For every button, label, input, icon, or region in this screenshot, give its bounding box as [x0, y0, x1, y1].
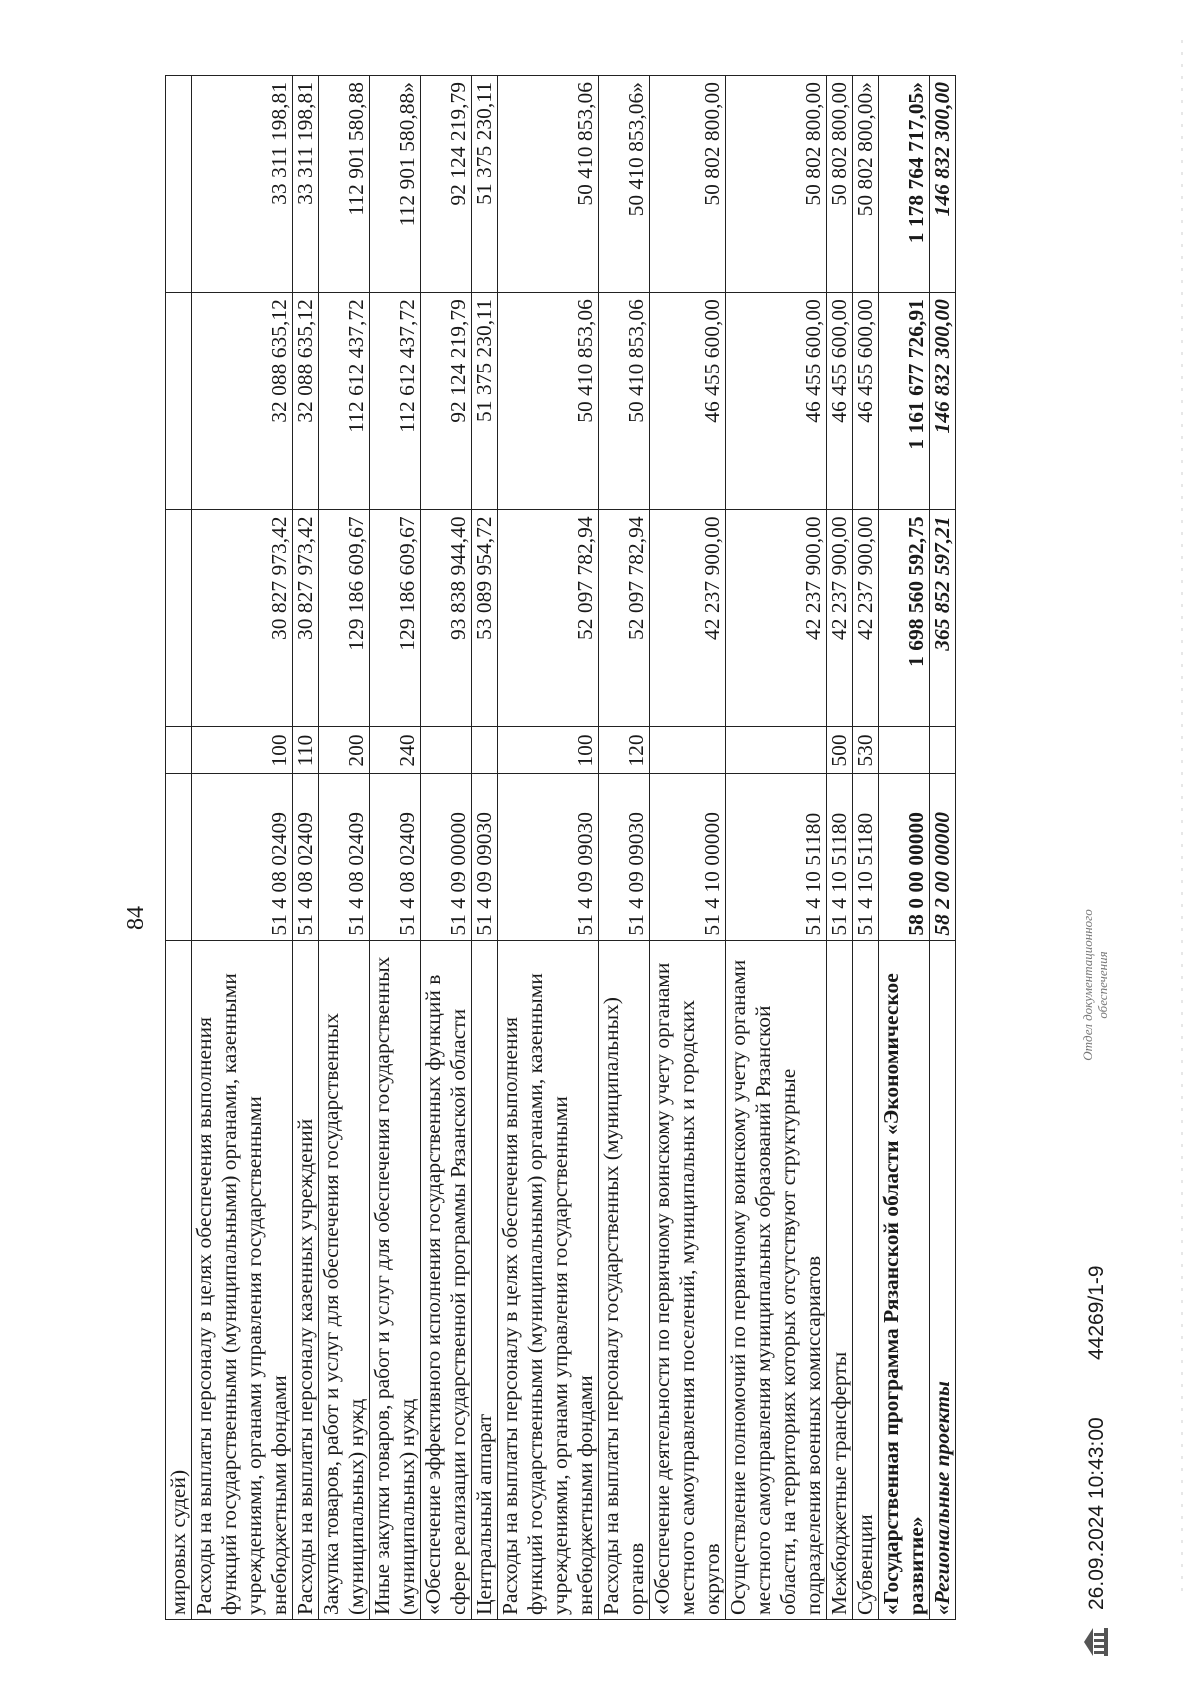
row-amount-year3	[166, 76, 192, 293]
row-expense-type	[879, 727, 930, 774]
row-amount-year2: 50 410 853,06	[498, 293, 599, 510]
row-amount-year2: 112 612 437,72	[370, 293, 421, 510]
row-expense-type	[421, 727, 472, 774]
row-amount-year3: 1 178 764 717,05»	[879, 76, 930, 293]
budget-table-container	[165, 75, 956, 1620]
row-target-code: 51 4 10 51180	[827, 774, 853, 940]
row-amount-year3: 33 311 198,81	[293, 76, 319, 293]
table-row	[853, 76, 879, 1620]
row-amount-year1: 30 827 973,42	[293, 510, 319, 727]
department-stamp	[1080, 870, 1110, 1100]
row-amount-year1: 52 097 782,94	[599, 510, 650, 727]
row-description: Закупка товаров, работ и услуг для обеспечения государственных (муниципальных) нужд	[319, 940, 370, 1619]
row-target-code: 58 2 00 00000	[930, 774, 956, 940]
table-row	[930, 76, 956, 1620]
row-amount-year2: 112 612 437,72	[319, 293, 370, 510]
row-amount-year3: 33 311 198,81	[192, 76, 293, 293]
row-description: Расходы на выплаты персоналу в целях обеспечения выполнения функций государственными (муниципальными) органами, казенными учреждениями, органами управления государственными внебюджетными фондами	[192, 940, 293, 1619]
table-row	[599, 76, 650, 1620]
row-description: «Обеспечение эффективного исполнения государственных функций в сфере реализации государственной программы Рязанской области	[421, 940, 472, 1619]
row-target-code: 51 4 08 02409	[319, 774, 370, 940]
row-description: Расходы на выплаты персоналу казенных учреждений	[293, 940, 319, 1619]
row-amount-year1: 52 097 782,94	[498, 510, 599, 727]
row-target-code: 51 4 08 02409	[370, 774, 421, 940]
row-target-code: 51 4 08 02409	[192, 774, 293, 940]
row-target-code: 51 4 09 09030	[599, 774, 650, 940]
table-row	[879, 76, 930, 1620]
row-amount-year3: 112 901 580,88»	[370, 76, 421, 293]
row-amount-year1: 93 838 944,40	[421, 510, 472, 727]
duma-logo-icon	[1080, 1624, 1116, 1660]
row-amount-year2: 1 161 677 726,91	[879, 293, 930, 510]
table-row	[472, 76, 498, 1620]
row-amount-year1: 129 186 609,67	[370, 510, 421, 727]
row-amount-year3: 92 124 219,79	[421, 76, 472, 293]
rotated-content	[40, 75, 1140, 1620]
row-amount-year3: 50 802 800,00	[827, 76, 853, 293]
row-amount-year2: 32 088 635,12	[293, 293, 319, 510]
row-expense-type: 100	[498, 727, 599, 774]
table-row	[166, 76, 192, 1620]
row-description: Центральный аппарат	[472, 940, 498, 1619]
budget-table	[165, 75, 956, 1620]
stamp-line-2: обеспечения	[1095, 951, 1110, 1019]
row-expense-type: 530	[853, 727, 879, 774]
row-target-code: 51 4 09 09030	[472, 774, 498, 940]
row-target-code: 51 4 10 51180	[726, 774, 827, 940]
row-target-code	[166, 774, 192, 940]
row-description: мировых судей)	[166, 940, 192, 1619]
row-amount-year2	[166, 293, 192, 510]
row-amount-year3: 51 375 230,11	[472, 76, 498, 293]
row-description: Расходы на выплаты персоналу в целях обеспечения выполнения функций государственными (муниципальными) органами, казенными учреждениями, органами управления государственными внебюджетными фондами	[498, 940, 599, 1619]
row-amount-year2: 51 375 230,11	[472, 293, 498, 510]
row-target-code: 51 4 10 51180	[853, 774, 879, 940]
table-row	[421, 76, 472, 1620]
row-amount-year3: 50 802 800,00»	[853, 76, 879, 293]
row-description: Субвенции	[853, 940, 879, 1619]
table-row	[319, 76, 370, 1620]
row-description: Иные закупки товаров, работ и услуг для обеспечения государственных (муниципальных) нужд	[370, 940, 421, 1619]
row-target-code: 58 0 00 00000	[879, 774, 930, 940]
row-amount-year2: 46 455 600,00	[853, 293, 879, 510]
row-amount-year1: 42 237 900,00	[827, 510, 853, 727]
footer-doc-number: 44269/1-9	[1085, 1265, 1108, 1360]
row-description: «Государственная программа Рязанской области «Экономическое развитие»	[879, 940, 930, 1619]
row-expense-type: 240	[370, 727, 421, 774]
row-amount-year2: 146 832 300,00	[930, 293, 956, 510]
row-expense-type	[472, 727, 498, 774]
table-row	[650, 76, 726, 1620]
row-amount-year3: 50 802 800,00	[650, 76, 726, 293]
row-amount-year2: 50 410 853,06	[599, 293, 650, 510]
row-amount-year3: 50 410 853,06	[498, 76, 599, 293]
row-description: Расходы на выплаты персоналу государственных (муниципальных) органов	[599, 940, 650, 1619]
row-amount-year3: 112 901 580,88	[319, 76, 370, 293]
row-amount-year3: 50 410 853,06»	[599, 76, 650, 293]
row-description: «Обеспечение деятельности по первичному воинскому учету органами местного самоуправления поселений, муниципальных и городских округов	[650, 940, 726, 1619]
row-expense-type	[726, 727, 827, 774]
row-amount-year1: 42 237 900,00	[726, 510, 827, 727]
row-description: Осуществление полномочий по первичному воинскому учету органами местного самоуправления муниципальных образований Рязанской области, на территориях которых отсутствуют структурные подразделения военных комиссариатов	[726, 940, 827, 1619]
table-row	[827, 76, 853, 1620]
row-expense-type: 100	[192, 727, 293, 774]
row-amount-year1: 53 089 954,72	[472, 510, 498, 727]
page-number: 84	[123, 906, 149, 930]
footer-date: 26.09.2024 10:43:00	[1085, 1417, 1108, 1610]
scan-edge-artifact	[1175, 40, 1189, 1600]
row-amount-year1	[166, 510, 192, 727]
table-row	[293, 76, 319, 1620]
row-expense-type: 200	[319, 727, 370, 774]
row-amount-year1: 42 237 900,00	[650, 510, 726, 727]
row-amount-year1: 129 186 609,67	[319, 510, 370, 727]
row-expense-type	[930, 727, 956, 774]
row-amount-year3: 50 802 800,00	[726, 76, 827, 293]
row-expense-type: 500	[827, 727, 853, 774]
row-amount-year1: 1 698 560 592,75	[879, 510, 930, 727]
row-target-code: 51 4 09 00000	[421, 774, 472, 940]
row-target-code: 51 4 08 02409	[293, 774, 319, 940]
row-description: Межбюджетные трансферты	[827, 940, 853, 1619]
row-expense-type: 110	[293, 727, 319, 774]
stamp-line-1: Отдел документационного	[1080, 909, 1095, 1061]
row-target-code: 51 4 10 00000	[650, 774, 726, 940]
row-target-code: 51 4 09 09030	[498, 774, 599, 940]
table-row	[498, 76, 599, 1620]
row-amount-year2: 46 455 600,00	[827, 293, 853, 510]
row-expense-type	[650, 727, 726, 774]
row-amount-year1: 42 237 900,00	[853, 510, 879, 727]
row-expense-type	[166, 727, 192, 774]
row-amount-year2: 92 124 219,79	[421, 293, 472, 510]
row-amount-year1: 365 852 597,21	[930, 510, 956, 727]
row-amount-year3: 146 832 300,00	[930, 76, 956, 293]
table-row	[192, 76, 293, 1620]
row-amount-year2: 46 455 600,00	[726, 293, 827, 510]
row-expense-type: 120	[599, 727, 650, 774]
row-amount-year1: 30 827 973,42	[192, 510, 293, 727]
row-description: «Региональные проекты	[930, 940, 956, 1619]
row-amount-year2: 46 455 600,00	[650, 293, 726, 510]
table-row	[726, 76, 827, 1620]
row-amount-year2: 32 088 635,12	[192, 293, 293, 510]
table-row	[370, 76, 421, 1620]
